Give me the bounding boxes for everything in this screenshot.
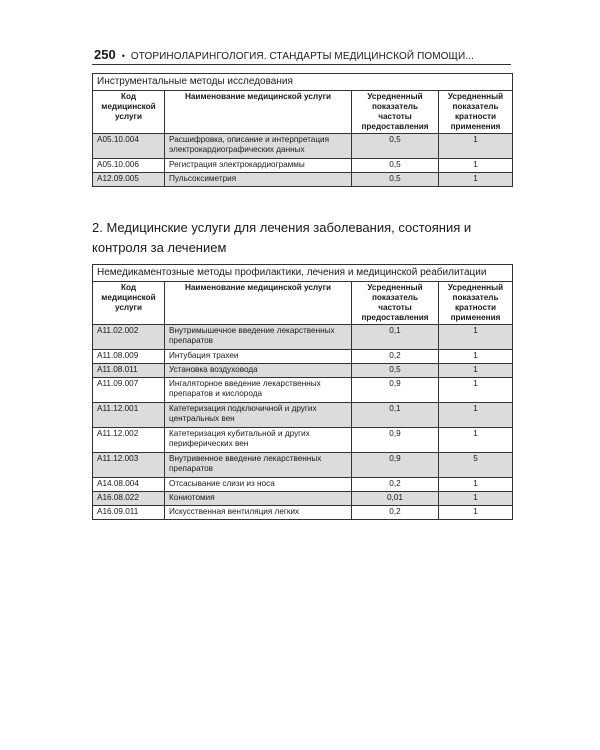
cell-frequency: 0,2 (352, 478, 439, 492)
table-nonmedication-methods (92, 264, 513, 520)
cell-multiplicity: 1 (439, 492, 513, 506)
header-rule (92, 64, 511, 65)
cell-name: Интубация трахеи (165, 350, 352, 364)
table-instrumental-methods (92, 73, 513, 187)
cell-frequency: 0,2 (352, 350, 439, 364)
table-row (93, 492, 513, 506)
running-title: ОТОРИНОЛАРИНГОЛОГИЯ. СТАНДАРТЫ МЕДИЦИНСКОЙ ПОМОЩИ... (130, 51, 474, 62)
cell-frequency: 0,2 (352, 506, 439, 520)
cell-code: A16.09.011 (93, 506, 165, 520)
cell-multiplicity: 1 (439, 403, 513, 428)
section-heading: 2. Медицинские услуги для лечения заболевания, состояния и контроля за лечением (92, 220, 472, 255)
cell-name: Установка воздуховода (165, 364, 352, 378)
cell-frequency: 0,1 (352, 403, 439, 428)
column-header-multiplicity: Усредненный показатель кратности применения (439, 91, 513, 134)
cell-name: Катетеризация подключичной и других центральных вен (165, 403, 352, 428)
cell-code: A11.02.002 (93, 325, 165, 350)
cell-name: Регистрация электрокардиограммы (165, 159, 352, 173)
table-row (93, 378, 513, 403)
table-row (93, 159, 513, 173)
cell-frequency: 0,01 (352, 492, 439, 506)
cell-name: Кониотомия (165, 492, 352, 506)
column-header-name: Наименование медицинской услуги (165, 91, 352, 134)
cell-code: A05.10.004 (93, 134, 165, 159)
table-row (93, 325, 513, 350)
cell-frequency: 0,5 (352, 159, 439, 173)
cell-multiplicity: 1 (439, 159, 513, 173)
cell-multiplicity: 1 (439, 478, 513, 492)
cell-code: A16.08.022 (93, 492, 165, 506)
table-row (93, 506, 513, 520)
cell-name: Отсасывание слизи из носа (165, 478, 352, 492)
cell-multiplicity: 1 (439, 378, 513, 403)
cell-multiplicity: 1 (439, 173, 513, 187)
table-header-row (93, 91, 513, 134)
cell-frequency: 0,5 (352, 173, 439, 187)
cell-multiplicity: 1 (439, 364, 513, 378)
cell-code: A12.09.005 (93, 173, 165, 187)
cell-code: A11.12.001 (93, 403, 165, 428)
table-row (93, 478, 513, 492)
table-row (93, 453, 513, 478)
cell-name: Расшифровка, описание и интерпретация электрокардиографических данных (165, 134, 352, 159)
cell-name: Внутривенное введение лекарственных препаратов (165, 453, 352, 478)
table-row (93, 403, 513, 428)
table-row (93, 134, 513, 159)
table-row (93, 364, 513, 378)
table-row (93, 428, 513, 453)
cell-code: A11.08.009 (93, 350, 165, 364)
cell-name: Искусственная вентиляция легких (165, 506, 352, 520)
cell-multiplicity: 1 (439, 134, 513, 159)
page-header (94, 47, 514, 62)
cell-frequency: 0,5 (352, 364, 439, 378)
column-header-frequency: Усредненный показатель частоты предоставления (352, 91, 439, 134)
cell-code: A05.10.006 (93, 159, 165, 173)
cell-name: Внутримышечное введение лекарственных препаратов (165, 325, 352, 350)
table-header-row (93, 282, 513, 325)
table-row (93, 350, 513, 364)
cell-multiplicity: 1 (439, 325, 513, 350)
page-number: 250 (94, 47, 116, 62)
table-title: Инструментальные методы исследования (93, 74, 513, 91)
cell-frequency: 0,9 (352, 378, 439, 403)
cell-frequency: 0,1 (352, 325, 439, 350)
cell-name: Катетеризация кубитальной и других периферических вен (165, 428, 352, 453)
cell-code: A11.08.011 (93, 364, 165, 378)
table-title: Немедикаментозные методы профилактики, лечения и медицинской реабилитации (93, 265, 513, 282)
cell-multiplicity: 1 (439, 350, 513, 364)
cell-frequency: 0,5 (352, 134, 439, 159)
cell-name: Ингаляторное введение лекарственных препаратов и кислорода (165, 378, 352, 403)
bullet-separator: • (121, 51, 125, 61)
column-header-multiplicity: Усредненный показатель кратности применения (439, 282, 513, 325)
cell-code: A11.12.002 (93, 428, 165, 453)
cell-code: A11.09.007 (93, 378, 165, 403)
column-header-name: Наименование медицинской услуги (165, 282, 352, 325)
cell-multiplicity: 1 (439, 428, 513, 453)
column-header-frequency: Усредненный показатель частоты предоставления (352, 282, 439, 325)
cell-frequency: 0,9 (352, 428, 439, 453)
cell-frequency: 0,9 (352, 453, 439, 478)
cell-name: Пульсоксиметрия (165, 173, 352, 187)
table-row (93, 173, 513, 187)
cell-multiplicity: 5 (439, 453, 513, 478)
cell-multiplicity: 1 (439, 506, 513, 520)
cell-code: A11.12.003 (93, 453, 165, 478)
cell-code: A14.08.004 (93, 478, 165, 492)
column-header-code: Код медицинской услуги (93, 91, 165, 134)
column-header-code: Код медицинской услуги (93, 282, 165, 325)
